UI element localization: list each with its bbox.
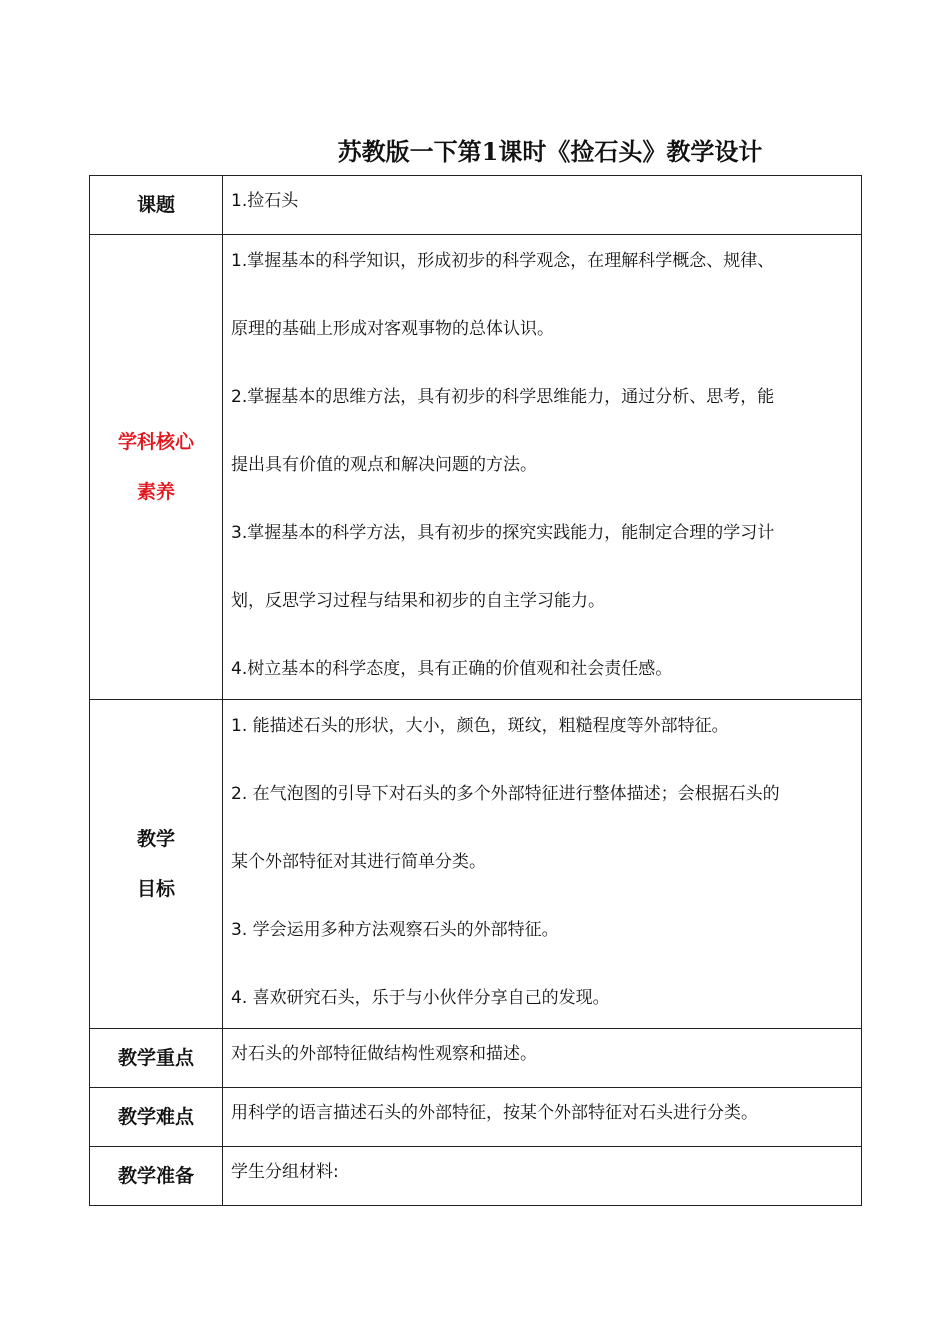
literacy-line: 2.掌握基本的思维方法，具有初步的科学思维能力，通过分析、思考，能 — [231, 387, 775, 407]
objectives-content — [223, 700, 862, 1029]
difficulties-label: 教学难点 — [90, 1088, 223, 1147]
objective-line: 某个外部特征对其进行简单分类。 — [231, 852, 486, 872]
table-row-preparation — [90, 1147, 862, 1206]
objectives-label: 教学 目标 — [90, 700, 223, 1029]
literacy-line: 划，反思学习过程与结果和初步的自主学习能力。 — [231, 591, 605, 611]
table-row-key-points — [90, 1029, 862, 1088]
literacy-line: 提出具有价值的观点和解决问题的方法。 — [231, 455, 537, 475]
table-row-objectives — [90, 700, 862, 1029]
literacy-line: 3.掌握基本的科学方法，具有初步的探究实践能力，能制定合理的学习计 — [231, 523, 775, 543]
literacy-content — [223, 235, 862, 700]
literacy-line: 原理的基础上形成对客观事物的总体认识。 — [231, 319, 554, 339]
literacy-line: 4.树立基本的科学态度，具有正确的价值观和社会责任感。 — [231, 659, 673, 679]
table-row-difficulties — [90, 1088, 862, 1147]
literacy-label: 学科核心 素养 — [90, 235, 223, 700]
objective-line: 2. 在气泡图的引导下对石头的多个外部特征进行整体描述；会根据石头的 — [231, 784, 780, 804]
topic-label: 课题 — [90, 176, 223, 235]
topic-value: 1.捡石头 — [231, 191, 299, 211]
preparation-value: 学生分组材料: — [231, 1162, 339, 1182]
preparation-label: 教学准备 — [90, 1147, 223, 1206]
lesson-plan-table — [89, 175, 862, 1206]
literacy-line: 1.掌握基本的科学知识，形成初步的科学观念，在理解科学概念、规律、 — [231, 251, 775, 271]
document-title: 苏教版一下第1课时《捡石头》教学设计 — [337, 137, 763, 166]
objective-line: 3. 学会运用多种方法观察石头的外部特征。 — [231, 920, 559, 940]
objective-line: 1. 能描述石头的形状，大小，颜色，斑纹，粗糙程度等外部特征。 — [231, 716, 729, 736]
preparation-cell — [223, 1147, 862, 1206]
difficulties-value: 用科学的语言描述石头的外部特征，按某个外部特征对石头进行分类。 — [231, 1103, 758, 1123]
table-row-literacy — [90, 235, 862, 700]
topic-value-cell — [223, 176, 862, 235]
key-points-cell — [223, 1029, 862, 1088]
objective-line: 4. 喜欢研究石头，乐于与小伙伴分享自己的发现。 — [231, 988, 610, 1008]
table-row-topic — [90, 176, 862, 235]
difficulties-cell — [223, 1088, 862, 1147]
key-points-label: 教学重点 — [90, 1029, 223, 1088]
key-points-value: 对石头的外部特征做结构性观察和描述。 — [231, 1044, 537, 1064]
